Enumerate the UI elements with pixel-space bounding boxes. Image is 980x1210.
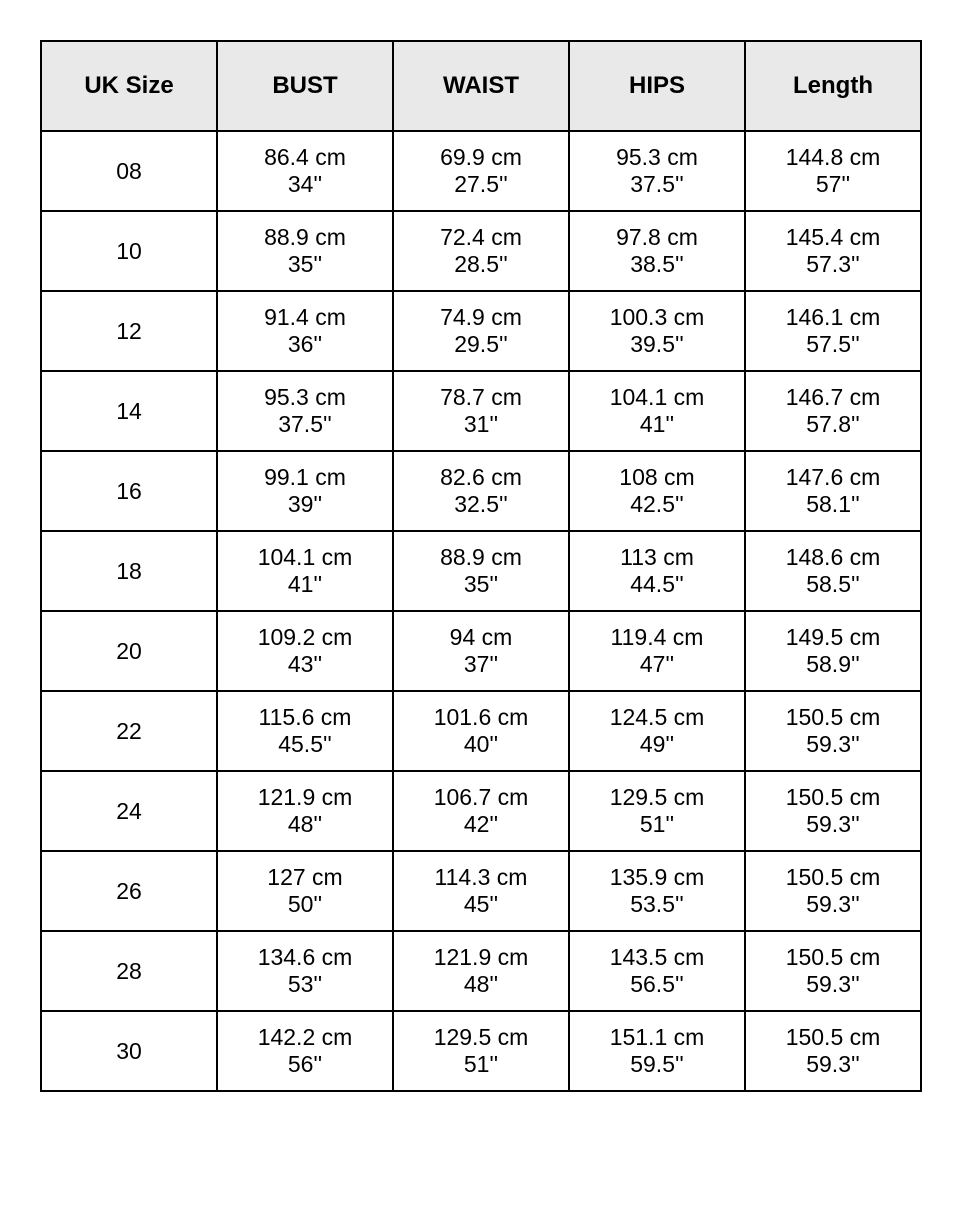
length-inch-value: 57.5'' bbox=[806, 331, 860, 357]
bust-cell bbox=[217, 691, 393, 771]
length-cm-value: 147.6 cm bbox=[785, 464, 881, 490]
length-cell bbox=[745, 211, 921, 291]
hips-cm-value: 97.8 cm bbox=[616, 224, 698, 250]
table-row bbox=[41, 1011, 921, 1091]
hips-inch-value: 59.5'' bbox=[630, 1051, 684, 1077]
hips-cell bbox=[569, 1011, 745, 1091]
waist-cm-value: 106.7 cm bbox=[433, 784, 529, 810]
waist-cm-value: 94 cm bbox=[449, 624, 513, 650]
column-header-length: Length bbox=[745, 41, 921, 131]
bust-cm-value: 99.1 cm bbox=[264, 464, 346, 490]
waist-inch-value: 51'' bbox=[463, 1051, 499, 1077]
hips-cell bbox=[569, 611, 745, 691]
hips-cell bbox=[569, 371, 745, 451]
bust-inch-value: 37.5'' bbox=[278, 411, 332, 437]
bust-inch-value: 34'' bbox=[287, 171, 323, 197]
hips-cell bbox=[569, 531, 745, 611]
bust-inch-value: 43'' bbox=[287, 651, 323, 677]
table-row bbox=[41, 291, 921, 371]
length-cm-value: 144.8 cm bbox=[785, 144, 881, 170]
bust-cell bbox=[217, 211, 393, 291]
length-cell bbox=[745, 691, 921, 771]
table-row bbox=[41, 611, 921, 691]
table-row bbox=[41, 531, 921, 611]
hips-cm-value: 100.3 cm bbox=[609, 304, 705, 330]
length-cell bbox=[745, 531, 921, 611]
length-cell bbox=[745, 131, 921, 211]
hips-cm-value: 124.5 cm bbox=[609, 704, 705, 730]
bust-cell bbox=[217, 371, 393, 451]
waist-cell bbox=[393, 131, 569, 211]
bust-cell bbox=[217, 291, 393, 371]
bust-inch-value: 48'' bbox=[287, 811, 323, 837]
waist-cell bbox=[393, 851, 569, 931]
length-cm-value: 145.4 cm bbox=[785, 224, 881, 250]
waist-cell bbox=[393, 211, 569, 291]
bust-cm-value: 104.1 cm bbox=[257, 544, 353, 570]
length-cell bbox=[745, 371, 921, 451]
length-cm-value: 149.5 cm bbox=[785, 624, 881, 650]
waist-inch-value: 31'' bbox=[463, 411, 499, 437]
waist-cell bbox=[393, 1011, 569, 1091]
hips-inch-value: 37.5'' bbox=[630, 171, 684, 197]
size-cell: 12 bbox=[41, 291, 217, 371]
bust-inch-value: 56'' bbox=[287, 1051, 323, 1077]
column-header-hips: HIPS bbox=[569, 41, 745, 131]
bust-inch-value: 41'' bbox=[287, 571, 323, 597]
bust-cm-value: 88.9 cm bbox=[264, 224, 346, 250]
hips-cell bbox=[569, 131, 745, 211]
size-cell: 16 bbox=[41, 451, 217, 531]
length-cell bbox=[745, 1011, 921, 1091]
length-cm-value: 150.5 cm bbox=[785, 944, 881, 970]
hips-inch-value: 51'' bbox=[639, 811, 675, 837]
length-inch-value: 59.3'' bbox=[806, 891, 860, 917]
length-cell bbox=[745, 611, 921, 691]
length-cm-value: 146.7 cm bbox=[785, 384, 881, 410]
waist-inch-value: 29.5'' bbox=[454, 331, 508, 357]
bust-cm-value: 86.4 cm bbox=[264, 144, 346, 170]
length-cell bbox=[745, 851, 921, 931]
hips-cell bbox=[569, 771, 745, 851]
bust-cm-value: 142.2 cm bbox=[257, 1024, 353, 1050]
hips-inch-value: 39.5'' bbox=[630, 331, 684, 357]
waist-cm-value: 101.6 cm bbox=[433, 704, 529, 730]
waist-cm-value: 114.3 cm bbox=[434, 864, 528, 890]
hips-cell bbox=[569, 931, 745, 1011]
length-cm-value: 150.5 cm bbox=[785, 1024, 881, 1050]
length-cm-value: 150.5 cm bbox=[785, 704, 881, 730]
hips-cm-value: 95.3 cm bbox=[616, 144, 698, 170]
size-cell: 14 bbox=[41, 371, 217, 451]
hips-cell bbox=[569, 451, 745, 531]
length-inch-value: 58.1'' bbox=[806, 491, 860, 517]
bust-inch-value: 53'' bbox=[287, 971, 323, 997]
hips-inch-value: 44.5'' bbox=[630, 571, 684, 597]
size-cell: 18 bbox=[41, 531, 217, 611]
waist-inch-value: 48'' bbox=[463, 971, 499, 997]
waist-inch-value: 37'' bbox=[463, 651, 499, 677]
hips-inch-value: 56.5'' bbox=[630, 971, 684, 997]
length-cell bbox=[745, 931, 921, 1011]
waist-cell bbox=[393, 611, 569, 691]
waist-inch-value: 32.5'' bbox=[454, 491, 508, 517]
size-cell: 22 bbox=[41, 691, 217, 771]
size-cell: 08 bbox=[41, 131, 217, 211]
waist-inch-value: 27.5'' bbox=[454, 171, 508, 197]
length-cm-value: 150.5 cm bbox=[785, 864, 881, 890]
waist-cm-value: 74.9 cm bbox=[440, 304, 522, 330]
hips-cm-value: 129.5 cm bbox=[609, 784, 705, 810]
bust-inch-value: 50'' bbox=[287, 891, 323, 917]
hips-cm-value: 108 cm bbox=[619, 464, 695, 490]
length-cell bbox=[745, 291, 921, 371]
bust-cm-value: 121.9 cm bbox=[257, 784, 353, 810]
hips-cm-value: 113 cm bbox=[620, 544, 694, 570]
length-inch-value: 57'' bbox=[815, 171, 851, 197]
size-cell: 30 bbox=[41, 1011, 217, 1091]
bust-cell bbox=[217, 531, 393, 611]
table-row bbox=[41, 691, 921, 771]
waist-cell bbox=[393, 291, 569, 371]
hips-cell bbox=[569, 851, 745, 931]
bust-cm-value: 109.2 cm bbox=[257, 624, 353, 650]
length-inch-value: 59.3'' bbox=[806, 971, 860, 997]
size-chart-table bbox=[40, 40, 922, 1092]
length-cm-value: 150.5 cm bbox=[785, 784, 881, 810]
length-cell bbox=[745, 771, 921, 851]
size-cell: 20 bbox=[41, 611, 217, 691]
table-body bbox=[41, 131, 921, 1091]
waist-cm-value: 121.9 cm bbox=[433, 944, 529, 970]
hips-cell bbox=[569, 691, 745, 771]
hips-inch-value: 38.5'' bbox=[630, 251, 684, 277]
bust-cell bbox=[217, 931, 393, 1011]
table-row bbox=[41, 771, 921, 851]
table-row bbox=[41, 131, 921, 211]
waist-inch-value: 40'' bbox=[463, 731, 499, 757]
bust-cm-value: 134.6 cm bbox=[257, 944, 353, 970]
bust-inch-value: 45.5'' bbox=[278, 731, 332, 757]
table-row bbox=[41, 851, 921, 931]
waist-cm-value: 129.5 cm bbox=[433, 1024, 529, 1050]
waist-cm-value: 82.6 cm bbox=[440, 464, 522, 490]
header-row bbox=[41, 41, 921, 131]
size-cell: 10 bbox=[41, 211, 217, 291]
bust-cell bbox=[217, 611, 393, 691]
waist-cm-value: 72.4 cm bbox=[440, 224, 522, 250]
length-inch-value: 59.3'' bbox=[806, 811, 860, 837]
hips-inch-value: 53.5'' bbox=[630, 891, 684, 917]
bust-inch-value: 39'' bbox=[287, 491, 323, 517]
waist-inch-value: 45'' bbox=[463, 891, 499, 917]
size-cell: 26 bbox=[41, 851, 217, 931]
waist-cm-value: 69.9 cm bbox=[440, 144, 522, 170]
length-cell bbox=[745, 451, 921, 531]
waist-inch-value: 42'' bbox=[463, 811, 499, 837]
bust-cm-value: 91.4 cm bbox=[264, 304, 346, 330]
length-cm-value: 148.6 cm bbox=[785, 544, 881, 570]
waist-inch-value: 35'' bbox=[463, 571, 499, 597]
column-header-waist: WAIST bbox=[393, 41, 569, 131]
bust-inch-value: 36'' bbox=[287, 331, 323, 357]
hips-inch-value: 42.5'' bbox=[630, 491, 684, 517]
waist-cm-value: 78.7 cm bbox=[440, 384, 522, 410]
bust-cell bbox=[217, 451, 393, 531]
bust-inch-value: 35'' bbox=[287, 251, 323, 277]
hips-cm-value: 104.1 cm bbox=[609, 384, 705, 410]
waist-cell bbox=[393, 691, 569, 771]
waist-cm-value: 88.9 cm bbox=[440, 544, 522, 570]
hips-cell bbox=[569, 211, 745, 291]
bust-cell bbox=[217, 131, 393, 211]
bust-cm-value: 127 cm bbox=[267, 864, 343, 890]
hips-cm-value: 135.9 cm bbox=[609, 864, 705, 890]
waist-cell bbox=[393, 451, 569, 531]
length-cm-value: 146.1 cm bbox=[785, 304, 881, 330]
length-inch-value: 58.9'' bbox=[806, 651, 860, 677]
hips-cm-value: 119.4 cm bbox=[610, 624, 704, 650]
bust-cell bbox=[217, 851, 393, 931]
table-header bbox=[41, 41, 921, 131]
length-inch-value: 57.8'' bbox=[806, 411, 860, 437]
waist-cell bbox=[393, 771, 569, 851]
table-row bbox=[41, 931, 921, 1011]
waist-cell bbox=[393, 371, 569, 451]
column-header-uk-size: UK Size bbox=[41, 41, 217, 131]
waist-cell bbox=[393, 531, 569, 611]
size-cell: 24 bbox=[41, 771, 217, 851]
hips-inch-value: 47'' bbox=[639, 651, 675, 677]
length-inch-value: 57.3'' bbox=[806, 251, 860, 277]
length-inch-value: 58.5'' bbox=[806, 571, 860, 597]
waist-inch-value: 28.5'' bbox=[454, 251, 508, 277]
hips-cell bbox=[569, 291, 745, 371]
bust-cm-value: 95.3 cm bbox=[264, 384, 346, 410]
hips-cm-value: 151.1 cm bbox=[609, 1024, 705, 1050]
size-cell: 28 bbox=[41, 931, 217, 1011]
bust-cell bbox=[217, 1011, 393, 1091]
hips-inch-value: 49'' bbox=[639, 731, 675, 757]
hips-inch-value: 41'' bbox=[639, 411, 675, 437]
table-row bbox=[41, 211, 921, 291]
bust-cm-value: 115.6 cm bbox=[258, 704, 352, 730]
length-inch-value: 59.3'' bbox=[806, 731, 860, 757]
table-row bbox=[41, 371, 921, 451]
table-row bbox=[41, 451, 921, 531]
length-inch-value: 59.3'' bbox=[806, 1051, 860, 1077]
hips-cm-value: 143.5 cm bbox=[609, 944, 705, 970]
waist-cell bbox=[393, 931, 569, 1011]
bust-cell bbox=[217, 771, 393, 851]
column-header-bust: BUST bbox=[217, 41, 393, 131]
